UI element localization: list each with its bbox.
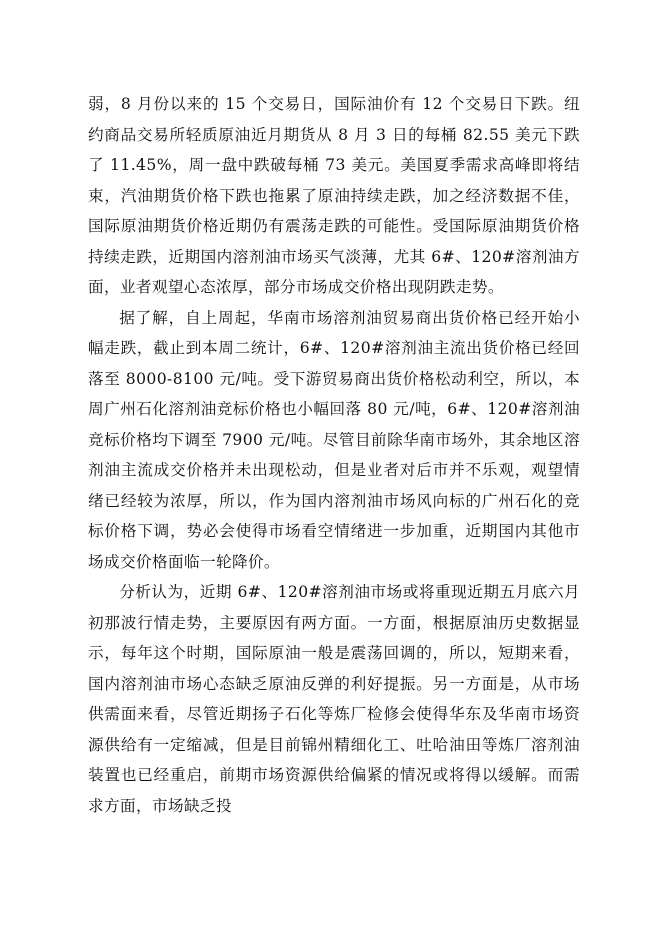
paragraph-3: 分析认为，近期 6#、120#溶剂油市场或将重现近期五月底六月初那波行情走势，主要原因有两方面。一方面，根据原油历史数据显示，每年这个时期，国际原油一般是震荡回调的，所以，短期来看，国内溶剂油市场心态缺乏原油反弹的利好提振。另一方面是，从市场供需面来看，尽管近期扬子石化等炼厂检修会使得华东及华南市场资源供给有一定缩减，但是目前锦州精细化工、吐哈油田等炼厂溶剂油装置也已经重启，前期市场资源供给偏紧的情况或将得以缓解。而需求方面，市场缺乏投 <box>88 583 580 815</box>
paragraph-2: 据了解，自上周起，华南市场溶剂油贸易商出货价格已经开始小幅走跌，截止到本周二统计，6#、120#溶剂油主流出货价格已经回落至 8000-8100 元/吨。受下游贸易商出货价格松动利空，所以，本周广州石化溶剂油竞标价格也小幅回落 80 元/吨，6#、120#溶剂油竞标价格均下调至 7900 元/吨。尽管目前除华南市场外，其余地区溶剂油主流成交价格并未出现松动，但是业者对后市并不乐观，观望情绪已经较为浓厚，所以，作为国内溶剂油市场风向标的广州石化的竞标价格下调，势必会使得市场看空情绪进一步加重，近期国内其他市场成交价格面临一轮降价。 <box>88 308 580 571</box>
document-body <box>88 89 580 821</box>
paragraph-1: 弱，8 月份以来的 15 个交易日，国际油价有 12 个交易日下跌。纽约商品交易所轻质原油近月期货从 8 月 3 日的每桶 82.55 美元下跌了 11.45%，周一盘中跌破每桶 73 美元。美国夏季需求高峰即将结束，汽油期货价格下跌也拖累了原油持续走跌，加之经济数据不佳，国际原油期货价格近期仍有震荡走跌的可能性。受国际原油期货价格持续走跌，近期国内溶剂油市场买气淡薄，尤其 6#、120#溶剂油方面，业者观望心态浓厚，部分市场成交价格出现阴跌走势。 <box>88 95 580 296</box>
